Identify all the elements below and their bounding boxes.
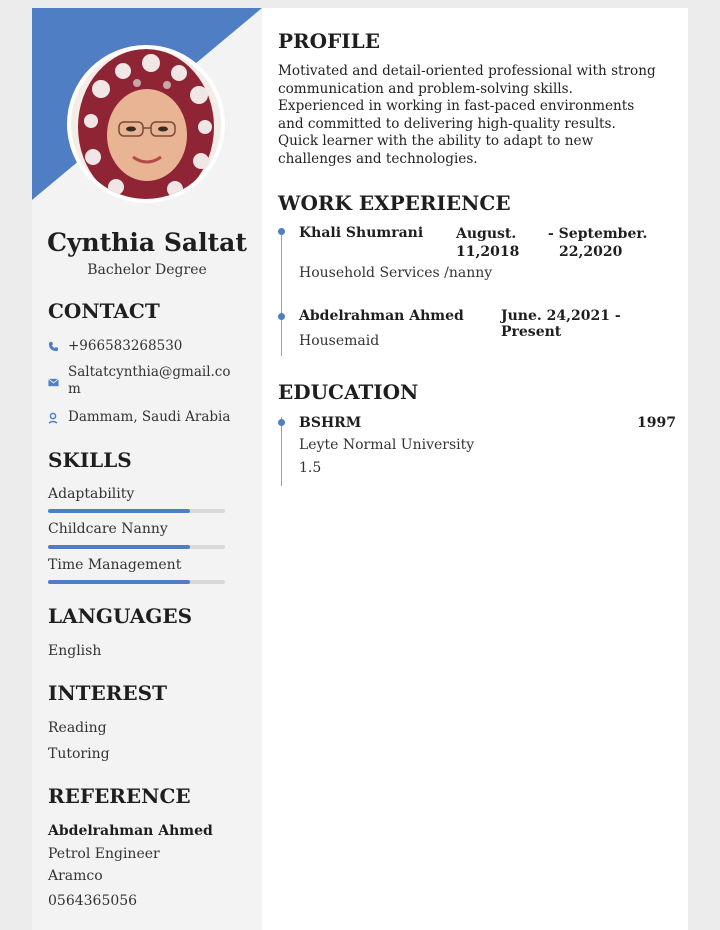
job-start-line: August. (456, 226, 517, 242)
work-timeline (281, 232, 282, 356)
timeline-dot (278, 313, 285, 320)
profile-line: challenges and technologies. (278, 150, 478, 167)
contact-location (48, 409, 246, 426)
email-line-2: m (68, 381, 81, 397)
interest-title: INTEREST (48, 681, 167, 705)
profile-line: Experienced in working in fast-paced environments (278, 98, 635, 114)
phone-text: +966583268530 (68, 338, 183, 354)
resume-page (32, 8, 688, 930)
education-school: Leyte Normal University (299, 437, 475, 453)
job-employer: Khali Shumrani (299, 225, 424, 241)
email-text[interactable] (68, 364, 246, 398)
person-degree: Bachelor Degree (87, 262, 207, 278)
job-start-line: 11,2018 (456, 244, 520, 260)
languages-title: LANGUAGES (48, 604, 193, 628)
skill-bar (48, 509, 225, 513)
timeline-dot (278, 228, 285, 235)
skill-bar-fill (48, 545, 190, 549)
skill-bar (48, 580, 225, 584)
skill-bar (48, 545, 225, 549)
reference-title: REFERENCE (48, 784, 191, 808)
sidebar (32, 8, 262, 930)
skill-label: Time Management (48, 557, 182, 573)
interest-item: Tutoring (48, 746, 110, 762)
avatar (67, 45, 225, 203)
job-employer: Abdelrahman Ahmed (299, 308, 464, 324)
person-name: Cynthia Saltat (47, 228, 247, 257)
skills-title: SKILLS (48, 448, 132, 472)
skill-label: Adaptability (48, 486, 135, 502)
job-role: Housemaid (299, 333, 380, 349)
skill-label: Childcare Nanny (48, 521, 168, 537)
reference-phone: 0564365056 (48, 893, 138, 909)
job-dates: June. 24,2021 - Present (501, 308, 621, 340)
skill-bar-fill (48, 509, 190, 513)
profile-line: and committed to delivering high-quality results. (278, 115, 616, 132)
profile-title: PROFILE (278, 29, 380, 53)
language-item: English (48, 643, 102, 659)
profile-text (278, 63, 676, 168)
reference-company: Aramco (48, 868, 103, 884)
contact-phone (48, 338, 246, 355)
education-title: EDUCATION (278, 380, 419, 404)
profile-photo (71, 49, 221, 199)
education-grade: 1.5 (299, 460, 322, 476)
job-end-date (548, 225, 647, 261)
profile-line: communication and problem-solving skills. (278, 80, 573, 97)
profile-line: Quick learner with the ability to adapt to new (278, 133, 594, 149)
job-end-line: - September. (548, 226, 648, 242)
profile-line: Motivated and detail-oriented professional with strong (278, 63, 656, 79)
job-start-date (456, 225, 519, 261)
location-text: Dammam, Saudi Arabia (68, 409, 231, 425)
education-year: 1997 (637, 415, 676, 431)
contact-title: CONTACT (48, 299, 160, 323)
email-line-1: Saltatcynthia@gmail.co (68, 364, 231, 380)
interest-item: Reading (48, 720, 107, 736)
job-end-line: 22,2020 (559, 244, 623, 260)
phone-icon (48, 338, 68, 352)
reference-role: Petrol Engineer (48, 846, 160, 862)
timeline-dot (278, 419, 285, 426)
job-role: Household Services /nanny (299, 265, 493, 281)
reference-name: Abdelrahman Ahmed (48, 823, 213, 839)
education-degree: BSHRM (299, 415, 362, 431)
email-icon (48, 364, 68, 387)
location-icon (48, 409, 68, 424)
work-title: WORK EXPERIENCE (278, 191, 511, 215)
contact-email (48, 364, 246, 398)
education-timeline (281, 417, 282, 486)
skill-bar-fill (48, 580, 190, 584)
